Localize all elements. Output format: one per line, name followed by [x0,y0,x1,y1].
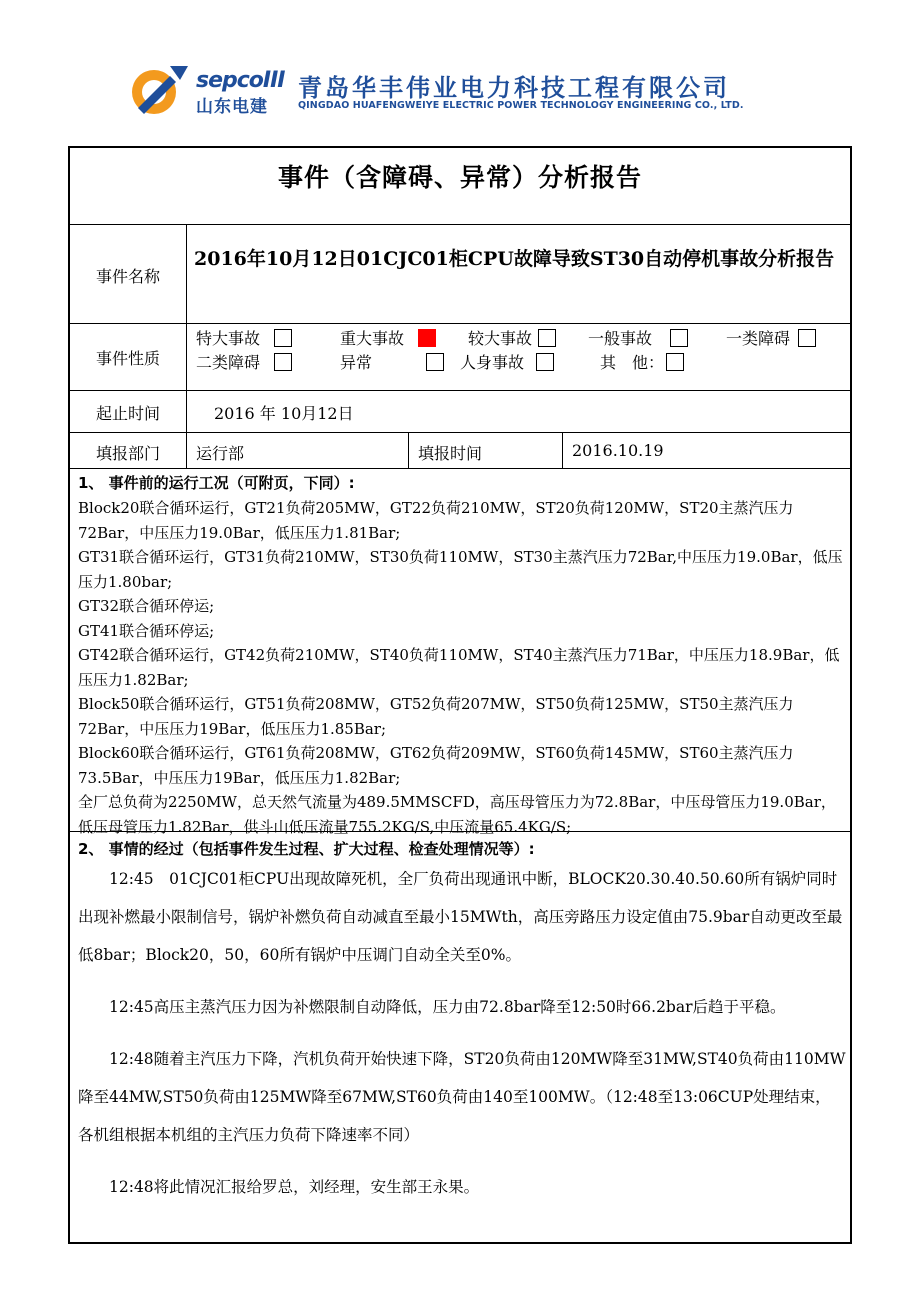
nature-option-1[interactable]: 特大事故 [196,326,292,349]
section2-body [78,860,846,1220]
nature-option-2[interactable]: 重大事故 [340,326,436,349]
condition-line: GT41联合循环停运; [78,621,215,640]
filed-time-value: 2016.10.19 [572,441,664,460]
condition-line: GT42联合循环运行，GT42负荷210MW，ST40负荷110MW，ST40主蒸汽压力71Bar，中压压力18.9Bar，低压压力1.82Bar; [78,646,840,689]
condition-line: GT32联合循环停运; [78,597,215,615]
checkbox-icon[interactable] [536,353,554,371]
checkbox-icon[interactable] [666,353,684,371]
company-name-en: QINGDAO HUAFENGWEIYE ELECTRIC POWER TECHNOLOGY ENGINEERING CO., LTD. [298,100,744,111]
checkbox-icon[interactable] [426,353,444,371]
checkbox-icon[interactable] [538,329,556,347]
checkbox-icon[interactable] [274,329,292,347]
company-header [130,62,790,122]
checkbox-icon[interactable] [798,329,816,347]
narrative-paragraph: 12:45 01CJC01柜CPU出现故障死机，全厂负荷出现通讯中断，BLOCK20.30.40.50.60所有锅炉同时出现补燃最小限制信号，锅炉补燃负荷自动减直至最小15MWth，高压旁路压力设定值由75.9bar自动更改至最低8bar；Block20，50，60所有锅炉中压调门自动全关至0%。 [78,870,843,964]
event-name-value: 2016年10月12日01CJC01柜CPU故障导致ST30自动停机事故分析报告 [194,248,835,270]
nature-option-6[interactable]: 二类障碍 [196,350,292,373]
checkbox-icon[interactable] [670,329,688,347]
event-name-label: 事件名称 [95,267,160,286]
brand-name-cn: 山东电建 [196,97,268,117]
condition-line: Block20联合循环运行，GT21负荷205MW，GT22负荷210MW，ST20负荷120MW，ST20主蒸汽压力72Bar，中压压力19.0Bar，低压压力1.81Bar; [78,499,794,542]
period-value: 2016 年 10月12日 [214,404,354,423]
dept-value: 运行部 [196,444,245,463]
brand-name-en: sepcoIII [196,68,285,93]
event-nature-label: 事件性质 [95,349,160,368]
filed-time-label: 填报时间 [418,444,483,463]
narrative-paragraph: 12:48随着主汽压力下降，汽机负荷开始快速下降，ST20负荷由120MW降至31MW,ST40负荷由110MW降至44MW,ST50负荷由125MW降至67MW,ST60负荷由140至100MW。（12:48至13:06CUP处理结束，各机组根据本机组的主汽压力负荷下降速率不同） [78,1050,846,1144]
company-name-cn: 青岛华丰伟业电力科技工程有限公司 [298,74,730,102]
nature-option-9[interactable]: 其 他： [600,350,684,373]
condition-line: Block50联合循环运行，GT51负荷208MW，GT52负荷207MW，ST50负荷125MW，ST50主蒸汽压力72Bar，中压压力19Bar，低压压力1.85Bar; [78,695,794,738]
checkbox-icon[interactable] [274,353,292,371]
report-title: 事件（含障碍、异常）分析报告 [277,163,642,192]
condition-line: 全厂总负荷为2250MW，总天然气流量为489.5MMSCFD，高压母管压力为72.8Bar，中压母管压力19.0Bar，低压母管压力1.82Bar，供斗山低压流量755.2KG/S,中压流量65.4KG/S; [78,793,836,836]
nature-option-7[interactable]: 异常 [340,350,444,373]
narrative-paragraph: 12:48将此情况汇报给罗总，刘经理，安生部王永果。 [109,1178,480,1196]
condition-line: Block60联合循环运行，GT61负荷208MW，GT62负荷209MW，ST60负荷145MW，ST60主蒸汽压力73.5Bar，中压压力19Bar，低压压力1.82Bar; [78,744,794,787]
nature-option-4[interactable]: 一般事故 [588,326,688,349]
nature-option-5[interactable]: 一类障碍 [726,326,816,349]
sepco-logo-icon [130,62,192,118]
section1-body [78,496,846,839]
narrative-paragraph: 12:45高压主蒸汽压力因为补燃限制自动降低，压力由72.8bar降至12:50时66.2bar后趋于平稳。 [109,998,786,1016]
nature-option-8[interactable]: 人身事故 [460,350,554,373]
condition-line: GT31联合循环运行，GT31负荷210MW，ST30负荷110MW，ST30主蒸汽压力72Bar,中压压力19.0Bar，低压压力1.80bar; [78,548,843,591]
section1-heading: 1、 事件前的运行工况（可附页，下同）: [78,474,355,492]
checked-checkbox-icon[interactable] [418,329,436,347]
section2-heading: 2、 事情的经过（包括事件发生过程、扩大过程、检查处理情况等）: [78,840,535,858]
nature-option-3[interactable]: 较大事故 [468,326,556,349]
dept-label: 填报部门 [95,444,160,463]
report-form [68,146,852,1244]
period-label: 起止时间 [95,404,160,423]
